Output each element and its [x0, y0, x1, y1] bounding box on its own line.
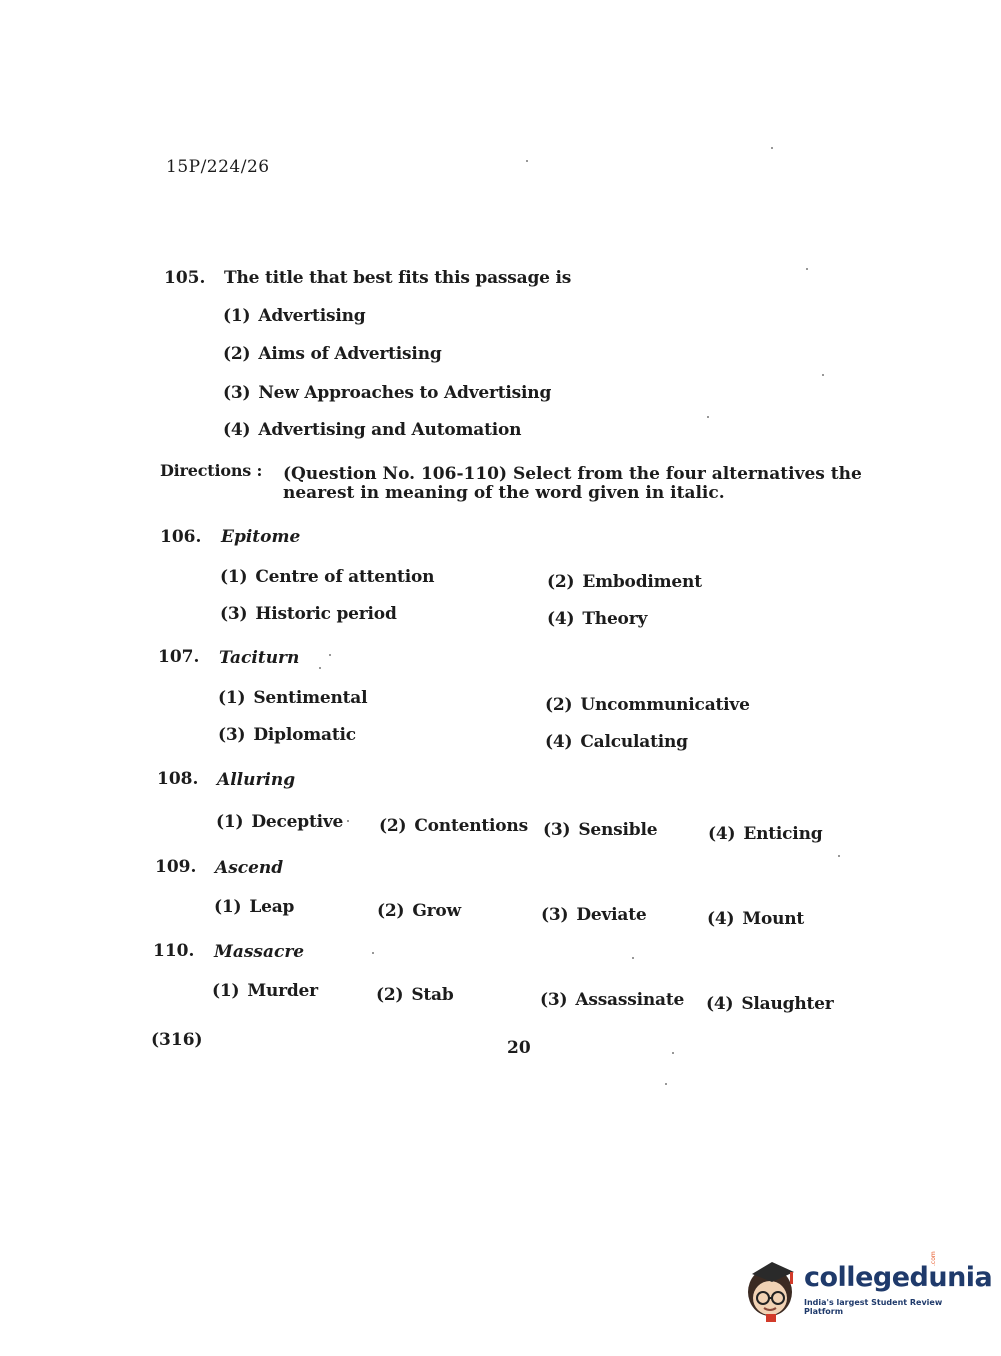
q106-option-2: (2) Embodiment [547, 572, 702, 592]
q110-option-4: (4) Slaughter [706, 994, 834, 1014]
q108-option-4: (4) Enticing [708, 824, 823, 844]
page-number: 20 [507, 1038, 531, 1058]
question-word-109: Ascend [215, 858, 284, 878]
scan-speck [672, 1052, 674, 1054]
logo-tld: .com [930, 1251, 937, 1266]
question-stem-105: The title that best fits this passage is [224, 268, 572, 288]
scan-speck [806, 268, 808, 270]
scan-speck [347, 820, 349, 822]
scan-speck [771, 147, 773, 149]
q108-option-1: (1) Deceptive [216, 812, 344, 832]
q109-option-1: (1) Leap [214, 897, 295, 917]
scan-speck [822, 374, 824, 376]
q109-option-3: (3) Deviate [541, 905, 647, 925]
question-word-108: Alluring [217, 770, 296, 790]
q105-option-2: (2) Aims of Advertising [223, 344, 442, 364]
footer-code: (316) [151, 1030, 203, 1050]
scan-speck [526, 160, 528, 162]
directions-text: (Question No. 106-110) Select from the four alternatives the nearest in meaning of the word given in italic. [283, 464, 862, 503]
q108-option-2: (2) Contentions [379, 816, 528, 836]
q107-option-3: (3) Diplomatic [218, 725, 356, 745]
question-number-105: 105. [164, 268, 206, 288]
mascot-icon [742, 1252, 802, 1322]
question-word-106: Epitome [221, 527, 301, 547]
question-number-106: 106. [160, 527, 202, 547]
q106-option-1: (1) Centre of attention [220, 567, 435, 587]
question-word-107: Taciturn [219, 648, 300, 668]
scan-speck [329, 654, 331, 656]
question-number-107: 107. [158, 647, 200, 667]
scan-speck [372, 952, 374, 954]
question-number-109: 109. [155, 857, 197, 877]
q109-option-2: (2) Grow [377, 901, 461, 921]
q106-option-4: (4) Theory [547, 609, 648, 629]
question-number-108: 108. [157, 769, 199, 789]
scan-speck [838, 855, 840, 857]
directions-label: Directions : [160, 461, 263, 480]
question-word-110: Massacre [214, 942, 305, 962]
scan-speck [632, 957, 634, 959]
q106-option-3: (3) Historic period [220, 604, 397, 624]
question-number-110: 110. [153, 941, 195, 961]
q105-option-1: (1) Advertising [223, 306, 366, 326]
q109-option-4: (4) Mount [707, 909, 805, 929]
q110-option-1: (1) Murder [212, 981, 318, 1001]
logo-tagline: India's largest Student Review Platform [804, 1298, 943, 1316]
q110-option-3: (3) Assassinate [540, 990, 685, 1010]
q107-option-4: (4) Calculating [545, 732, 688, 752]
q107-option-2: (2) Uncommunicative [545, 695, 750, 715]
scan-speck [319, 667, 321, 669]
q105-option-3: (3) New Approaches to Advertising [223, 383, 552, 403]
paper-code: 15P/224/26 [166, 157, 270, 177]
q107-option-1: (1) Sentimental [218, 688, 368, 708]
q105-option-4: (4) Advertising and Automation [223, 420, 522, 440]
logo-wordmark: collegedunia [804, 1262, 993, 1293]
scan-speck [665, 1083, 667, 1085]
q108-option-3: (3) Sensible [543, 820, 658, 840]
scan-speck [707, 416, 709, 418]
collegedunia-logo [742, 1251, 993, 1322]
q110-option-2: (2) Stab [376, 985, 454, 1005]
